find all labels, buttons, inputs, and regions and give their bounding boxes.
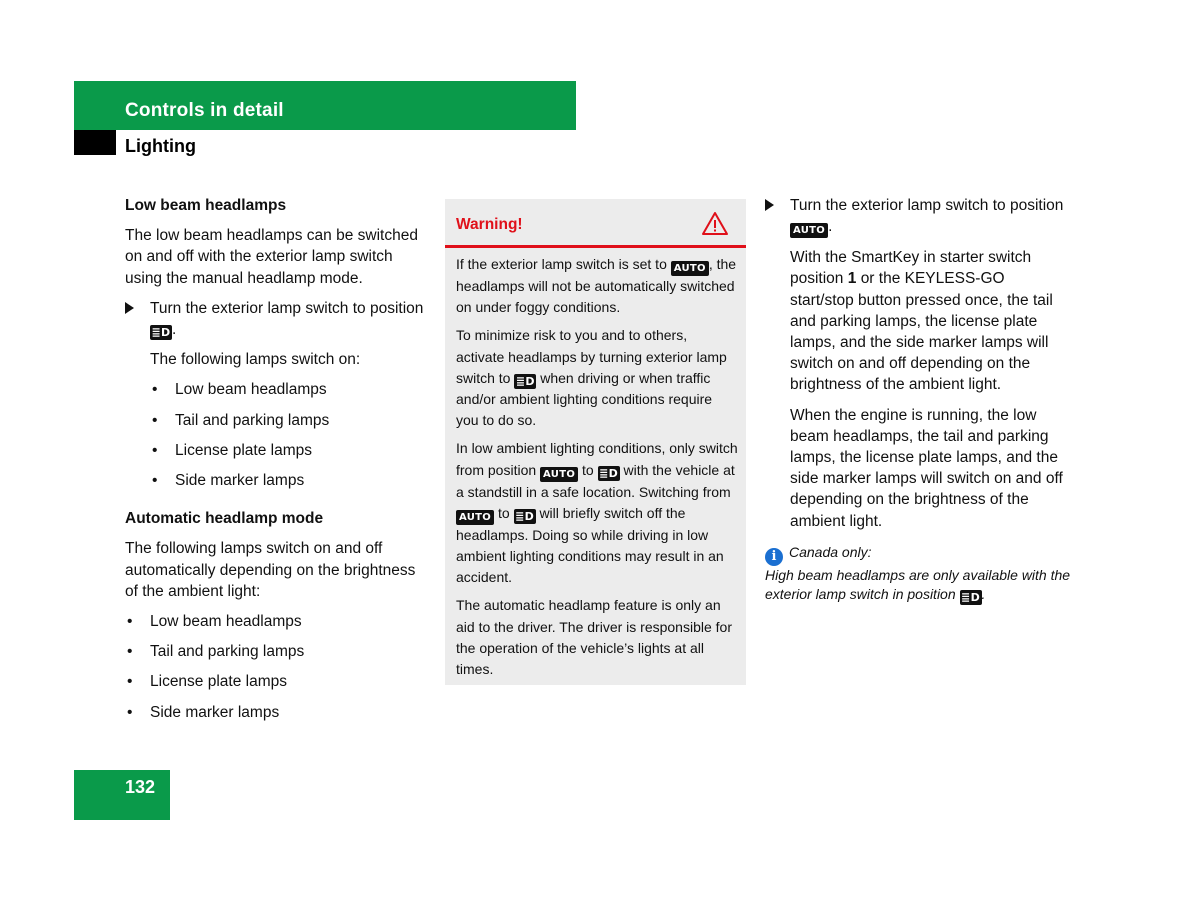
list-item: • Tail and parking lamps xyxy=(127,643,305,661)
chapter-title: Controls in detail xyxy=(125,100,284,121)
smartkey-paragraph: With the SmartKey in starter switch position 1 or the KEYLESS-GO start/stop button pressed once, the tail and parking lamps, the license plate lamps, and the side marker lamps will switch on and off depending on the brightness of the ambient light. xyxy=(790,249,1053,394)
warning-paragraph: If the exterior lamp switch is set to AUTO , the headlamps will not be automatically switched on under foggy conditions. xyxy=(456,256,737,316)
warning-paragraph: To minimize risk to you and to others, activate headlamps by turning exterior lamp switch to ≣D when driving or when traffic and/or ambient lighting conditions require you to do so. xyxy=(456,327,727,429)
manual-step: Turn the exterior lamp switch to position ≣D. xyxy=(125,298,430,340)
auto-heading: Automatic headlamp mode xyxy=(125,510,324,528)
low-beam-heading: Low beam headlamps xyxy=(125,197,287,214)
auto-symbol-icon: AUTO xyxy=(456,510,494,525)
right-column xyxy=(765,195,1070,541)
list-item: • License plate lamps xyxy=(152,441,312,459)
low-beam-symbol-icon: ≣D xyxy=(515,509,535,523)
auto-symbol-icon: AUTO xyxy=(540,467,578,482)
list-item: • Side marker lamps xyxy=(152,472,305,490)
following-on-text: The following lamps switch on: xyxy=(150,351,361,369)
low-beam-intro: The low beam headlamps can be switched on and off with the exterior lamp switch using the manual headlamp mode. xyxy=(125,227,418,287)
low-beam-symbol-icon: ≣D xyxy=(599,466,619,480)
engine-running-paragraph: When the engine is running, the low beam headlamps, the tail and parking lamps, the license plate lamps, and the side marker lamps will switch on and off depending on the brightness of the ambient light. xyxy=(790,406,1063,530)
note-title-line: i Canada only: xyxy=(765,543,1075,566)
list-item: • Tail and parking lamps xyxy=(152,411,330,429)
list-item: • Side marker lamps xyxy=(127,703,280,721)
info-icon: i xyxy=(765,548,783,566)
left-column xyxy=(125,195,430,732)
warning-paragraph: The automatic headlamp feature is only an aid to the driver. The driver is responsible for the operation of the vehicle’s lights at all times. xyxy=(456,597,732,678)
warning-title: Warning! xyxy=(456,216,523,233)
warning-body xyxy=(456,254,738,687)
warning-paragraph: In low ambient lighting conditions, only switch from position AUTO to ≣D with the vehicle at a standstill in a safe location. Switching from AUTO to ≣D will briefly switch off the headlamps. Doing so while driving in low ambient lighting conditions may result in an accident. xyxy=(456,440,738,586)
list-item: • Low beam headlamps xyxy=(152,381,327,399)
list-item: • Low beam headlamps xyxy=(127,613,302,631)
section-marker xyxy=(74,130,116,155)
low-beam-symbol-icon: ≣D xyxy=(961,590,980,604)
page-number-box xyxy=(74,770,170,820)
warning-triangle-icon xyxy=(701,211,729,236)
low-beam-symbol-icon: ≣D xyxy=(515,374,535,388)
note-text: High beam headlamps are only available with the exterior lamp switch in position ≣D . xyxy=(765,567,1071,604)
chapter-header-bar xyxy=(74,81,576,130)
section-title: Lighting xyxy=(125,136,196,156)
low-beam-symbol-icon: ≣D xyxy=(151,326,171,340)
auto-intro: The following lamps switch on and off automatically depending on the brightness of the ambient light: xyxy=(125,540,416,600)
warning-box xyxy=(445,199,746,685)
step-arrow-icon xyxy=(765,199,774,211)
auto-step: Turn the exterior lamp switch to position AUTO . xyxy=(765,195,1070,238)
list-item: • License plate lamps xyxy=(127,673,287,691)
canada-note xyxy=(765,543,1075,605)
auto-symbol-icon: AUTO xyxy=(671,261,709,276)
step-arrow-icon xyxy=(125,302,134,314)
page-number: 132 xyxy=(125,777,156,797)
warning-header xyxy=(445,199,746,248)
auto-symbol-icon: AUTO xyxy=(790,223,828,238)
